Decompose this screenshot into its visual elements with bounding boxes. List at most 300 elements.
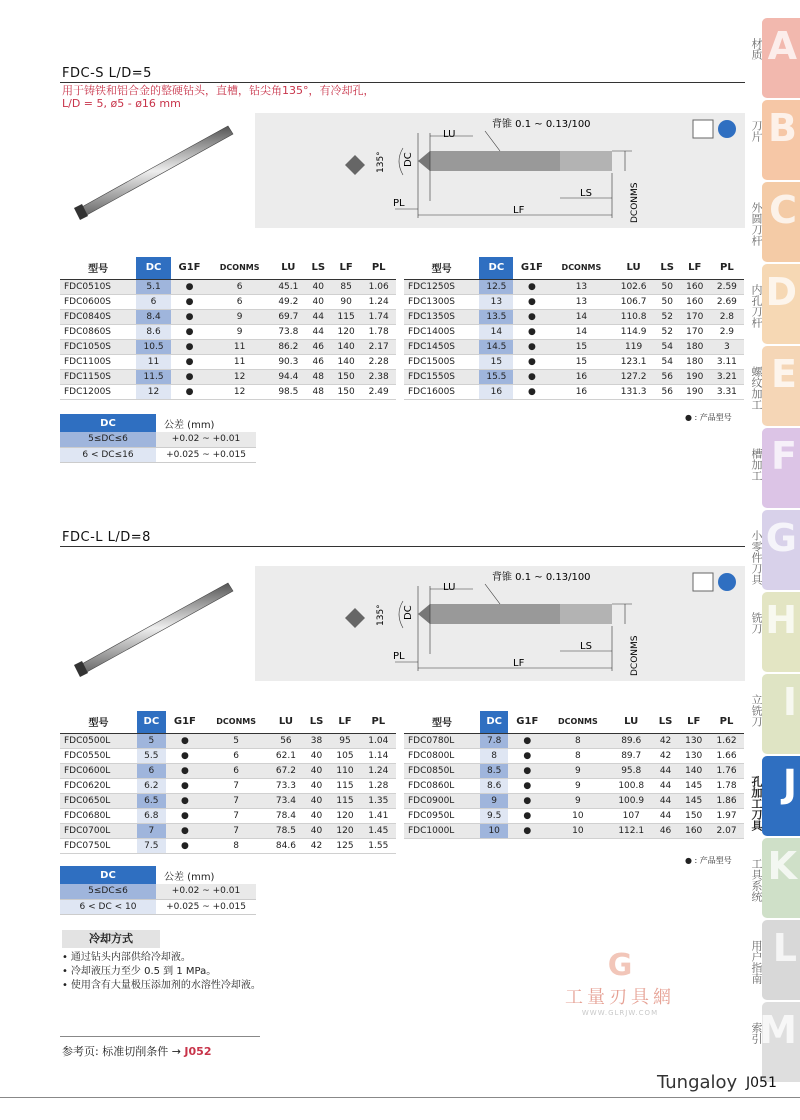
table-cell: 15.5 [479,369,513,384]
table-cell: FDC1200S [60,384,136,399]
table-cell: ● [171,294,208,309]
table-cell: ● [508,763,546,778]
table-cell: 110.8 [612,309,654,324]
table-cell: FDC0620L [60,778,137,793]
insert-icon [345,155,365,175]
table-cell: 7 [204,823,268,838]
column-header: DC [137,711,166,733]
section1-desc-line2: L/D = 5, ø5 - ø16 mm [62,97,181,110]
table-cell: 6 [137,763,166,778]
table-cell: 1.24 [361,763,396,778]
table-cell: ● [166,748,204,763]
column-header: 型号 [88,264,109,276]
table-row [60,354,396,369]
tab-i[interactable] [750,674,800,754]
table-cell: 120 [329,808,360,823]
table-cell: 8 [546,733,609,748]
table-cell: 15 [550,354,612,369]
column-header: LS [311,262,326,274]
column-header: 型号 [88,718,109,730]
tolerance-table-l: DC 公差 (mm) 5≤DC≤6 +0.02 ~ +0.01 6 < DC < 10 +0.025 ~ +0.015 [60,866,256,915]
table-cell: 42 [653,733,679,748]
table-cell: 78.5 [268,823,303,838]
table-cell: 115 [331,309,361,324]
table-cell: 73.3 [268,778,303,793]
column-header: G1F [520,262,543,274]
table-cell: 13.5 [479,309,513,324]
table-cell: 100.8 [610,778,653,793]
table-cell: 8.6 [480,778,509,793]
cooling-list [62,951,261,993]
table-cell: 10 [480,823,509,838]
table-cell: FDC1300S [404,294,479,309]
table-cell: ● [513,294,550,309]
tab-g[interactable] [750,510,800,590]
table-cell: FDC0600L [60,763,137,778]
column-header: LS [660,262,674,274]
cooling-item: • 使用含有大量极压添加剂的水溶性冷却液。 [62,979,261,993]
table-row [60,763,396,778]
table-cell: 49.2 [271,294,306,309]
table-cell: 67.2 [268,763,303,778]
table-cell: 160 [680,279,710,294]
table-cell: 62.1 [268,748,303,763]
table-cell: 5.1 [136,279,171,294]
watermark-text: 工量刃具網 [565,987,675,1008]
table-cell: 13 [550,294,612,309]
column-header: PL [720,262,734,274]
table-cell: FDC0600S [60,294,136,309]
table-cell: FDC0510S [60,279,136,294]
table-row [404,294,744,309]
column-header: LF [338,716,352,728]
watermark-url: WWW.GLRJW.COM [581,1009,659,1017]
tab-letter: M [759,1008,797,1052]
table-row [404,808,744,823]
table-cell: 2.28 [361,354,396,369]
table-cell: 9.5 [480,808,509,823]
table-cell: 9 [480,793,509,808]
table-cell: ● [171,279,208,294]
table-cell: 52 [655,324,680,339]
table-cell: 2.38 [361,369,396,384]
table-cell: 5 [204,733,268,748]
table-row [60,778,396,793]
cooling-heading: 冷却方式 [62,930,160,948]
table-cell: 131.3 [612,384,654,399]
tab-l[interactable] [750,920,800,1000]
table-cell: 1.06 [361,279,396,294]
table-cell: 46 [653,823,679,838]
table-cell: 120 [329,823,360,838]
table-cell: 102.6 [612,279,654,294]
tab-k[interactable] [750,838,800,918]
table-cell: 7 [204,793,268,808]
table-cell: ● [171,324,208,339]
table-cell: 8.4 [136,309,171,324]
tab-a[interactable] [750,18,800,98]
tab-label: 内孔刀杆 [750,284,763,328]
table-cell: 140 [331,354,361,369]
table-cell: 170 [680,309,710,324]
tab-label: 立铣刀 [750,694,763,727]
table-cell: FDC0780L [404,733,480,748]
dimension-diagram-s [255,113,745,228]
table-cell: 86.2 [271,339,306,354]
table-cell: FDC0680L [60,808,137,823]
table-cell: 89.6 [610,733,653,748]
table-cell: 52 [655,309,680,324]
table-cell: FDC1150S [60,369,136,384]
product-note-l: ● : 产品型号 [685,856,732,865]
table-row [60,324,396,339]
table-row [404,309,744,324]
table-cell: 120 [331,324,361,339]
table-cell: 180 [680,339,710,354]
table-cell: 145 [678,793,709,808]
table-cell: 14 [479,324,513,339]
table-row [60,733,396,748]
table-cell: 12 [136,384,171,399]
table-row [60,279,396,294]
table-cell: 14 [550,309,612,324]
table-cell: 1.78 [361,324,396,339]
table-cell: ● [513,354,550,369]
brand-name: Tungaloy [657,1072,738,1093]
table-cell: 9 [546,763,609,778]
table-cell: 73.8 [271,324,306,339]
table-cell: 107 [610,808,653,823]
table-cell: FDC0950L [404,808,480,823]
table-cell: 115 [329,793,360,808]
tab-m[interactable] [750,1002,800,1082]
column-header: G1F [173,716,196,728]
table-cell: FDC0500L [60,733,137,748]
column-header: LF [339,262,353,274]
table-cell: 7.8 [480,733,509,748]
table-cell: 90 [331,294,361,309]
table-cell: 44 [306,309,331,324]
table-cell: 12 [208,369,271,384]
table-cell: ● [171,309,208,324]
table-cell: 130 [678,733,709,748]
table-cell: ● [513,324,550,339]
table-cell: 3 [710,339,744,354]
table-cell: ● [508,778,546,793]
tab-label: 工具系统 [750,858,763,902]
table-row [404,339,744,354]
tab-label: 外圆刀杆 [750,202,763,246]
table-cell: 1.66 [709,748,744,763]
table-cell: 1.62 [709,733,744,748]
table-cell: 2.07 [709,823,744,838]
table-cell: 15 [550,339,612,354]
table-cell: ● [508,823,546,838]
table-cell: 13 [550,279,612,294]
coolant-icon [693,573,713,591]
column-header: LF [688,262,702,274]
table-cell: 6.8 [137,808,166,823]
coolant-icon [693,120,713,138]
table-cell: FDC0900L [404,793,480,808]
table-cell: 14.5 [479,339,513,354]
table-cell: 6.5 [137,793,166,808]
table-cell: 1.55 [361,838,396,853]
table-cell: 40 [304,793,330,808]
table-cell: 160 [680,294,710,309]
section1-title: FDC-S L/D=5 [62,66,152,81]
table-cell: FDC0650L [60,793,137,808]
table-cell: 50 [655,279,680,294]
tab-j[interactable] [750,756,800,836]
product-note-s: ● : 产品型号 [685,413,732,422]
svg-text:135°: 135° [376,151,386,173]
tab-label: 材质 [750,38,763,60]
table-cell: 140 [678,763,709,778]
cooling-item: • 冷却液压力至少 0.5 到 1 MPa。 [62,965,261,979]
section-tabs [750,18,800,1084]
table-cell: FDC1400S [404,324,479,339]
tab-letter: G [765,516,797,560]
svg-text:背锥 0.1 ~ 0.13/100: 背锥 0.1 ~ 0.13/100 [492,572,591,583]
column-header: PL [371,262,386,274]
table-cell: 2.59 [710,279,744,294]
reference-page[interactable]: J052 [184,1045,212,1058]
table-cell: 8 [546,748,609,763]
table-cell: ● [508,793,546,808]
table-cell: ● [513,279,550,294]
table-cell: 10 [546,823,609,838]
drill-photo-l [70,575,240,685]
column-header: DCONMS [558,717,598,727]
table-cell: ● [166,838,204,853]
table-cell: 11 [208,354,271,369]
table-cell: 7.5 [137,838,166,853]
table-cell: FDC0860L [404,778,480,793]
column-header: LF [687,716,701,728]
table-cell: 54 [655,354,680,369]
table-cell: 50 [655,294,680,309]
table-cell: 16 [550,369,612,384]
svg-text:LF: LF [513,658,525,669]
table-cell: 1.24 [361,294,396,309]
table-cell: FDC1600S [404,384,479,399]
table-cell: 5 [137,733,166,748]
tab-c[interactable] [750,182,800,262]
table-row [60,808,396,823]
table-cell: 11 [136,354,171,369]
table-cell: 9 [208,309,271,324]
table-cell: ● [508,748,546,763]
table-cell: 190 [680,384,710,399]
table-cell: FDC1550S [404,369,479,384]
column-header: DCONMS [219,263,260,273]
table-cell: 1.97 [709,808,744,823]
table-cell: 6 [204,763,268,778]
svg-text:DCONMS: DCONMS [630,635,640,676]
tab-f[interactable] [750,428,800,508]
column-header: LU [626,262,641,274]
insert-icon [345,608,365,628]
table-cell: 90.3 [271,354,306,369]
column-header: PL [371,716,386,728]
table-cell: 40 [306,279,331,294]
column-header: DC [136,257,171,279]
table-cell: ● [166,793,204,808]
table-cell: 150 [331,384,361,399]
table-cell: 69.7 [271,309,306,324]
table-cell: FDC1050S [60,339,136,354]
tab-d[interactable] [750,264,800,344]
column-header: DCONMS [561,263,602,273]
table-cell: 1.74 [361,309,396,324]
table-cell: FDC1350S [404,309,479,324]
table-cell: 95.8 [610,763,653,778]
table-cell: 6 [136,294,171,309]
column-header: LU [624,716,639,728]
table-cell: FDC1450S [404,339,479,354]
table-cell: 45.1 [271,279,306,294]
table-cell: 2.9 [710,324,744,339]
table-cell: 106.7 [612,294,654,309]
table-row [60,838,396,853]
table-cell: ● [513,339,550,354]
table-cell: FDC0860S [60,324,136,339]
table-cell: FDC1250S [404,279,479,294]
table-cell: 170 [680,324,710,339]
drill-photo-s [70,118,240,228]
tab-letter: F [771,434,797,478]
table-cell: 3.31 [710,384,744,399]
table-cell: ● [171,339,208,354]
table-cell: 6 [208,279,271,294]
table-cell: ● [513,309,550,324]
table-cell: FDC0800L [404,748,480,763]
table-cell: ● [513,369,550,384]
tab-letter: D [765,270,797,314]
table-cell: 11 [208,339,271,354]
table-cell: 44 [653,778,679,793]
table-cell: 12.5 [479,279,513,294]
table-cell: 180 [680,354,710,369]
table-cell: ● [166,823,204,838]
svg-text:135°: 135° [376,604,386,626]
table-cell: 105 [329,748,360,763]
table-row [404,369,744,384]
table-cell: 130 [678,748,709,763]
table-row [404,823,744,838]
table-cell: 54 [655,339,680,354]
table-cell: 85 [331,279,361,294]
table-row [60,309,396,324]
table-row [60,339,396,354]
column-header: LU [281,262,296,274]
tab-letter: E [771,352,797,396]
tab-e[interactable] [750,346,800,426]
spec-table-l-left [60,711,396,854]
table-cell: 1.28 [361,778,396,793]
table-cell: 160 [678,823,709,838]
table-cell: 15 [479,354,513,369]
tab-letter: K [767,844,797,888]
tab-label: 用户指南 [750,940,763,984]
table-cell: 114.9 [612,324,654,339]
column-header: LU [278,716,293,728]
table-cell: 14 [550,324,612,339]
table-cell: 6 [208,294,271,309]
table-cell: 9 [546,793,609,808]
tab-h[interactable] [750,592,800,672]
table-cell: 6 [204,748,268,763]
table-row [60,793,396,808]
watermark [540,948,700,1017]
table-cell: 5.5 [137,748,166,763]
reference-link[interactable]: 参考页: 标准切削条件 → J052 [62,1045,212,1058]
page-number: J051 [746,1075,777,1091]
tab-b[interactable] [750,100,800,180]
tab-label: 槽加工 [750,448,763,481]
table-cell: ● [171,384,208,399]
svg-text:PL: PL [393,198,405,209]
tab-letter: C [769,188,797,232]
svg-text:LS: LS [580,188,592,199]
column-header: PL [719,716,734,728]
svg-text:DCONMS: DCONMS [630,182,640,223]
table-cell: 1.86 [709,793,744,808]
column-header: 型号 [431,718,452,730]
table-cell: 94.4 [271,369,306,384]
section2-divider [60,546,745,547]
svg-text:LS: LS [580,641,592,652]
tolerance-table-s: DC 公差 (mm) 5≤DC≤6 +0.02 ~ +0.01 6 < DC≤16 +0.025 ~ +0.015 [60,414,256,463]
table-row [60,823,396,838]
table-cell: 125 [329,838,360,853]
table-cell: 56 [655,369,680,384]
section2-title: FDC-L L/D=8 [62,530,151,545]
table-row [404,354,744,369]
table-cell: 44 [306,324,331,339]
table-cell: ● [166,733,204,748]
svg-text:LU: LU [443,582,456,593]
table-cell: 1.41 [361,808,396,823]
table-cell: 2.17 [361,339,396,354]
table-cell: 73.4 [268,793,303,808]
svg-text:LU: LU [443,129,456,140]
tab-letter: B [768,106,797,150]
table-cell: ● [171,354,208,369]
table-cell: 1.76 [709,763,744,778]
table-cell: 46 [306,354,331,369]
svg-text:DC: DC [403,605,414,620]
tab-letter: H [765,598,797,642]
table-cell: 40 [306,294,331,309]
table-cell: 3.11 [710,354,744,369]
table-cell: 40 [304,823,330,838]
table-cell: 140 [331,339,361,354]
table-row [60,294,396,309]
table-cell: FDC1500S [404,354,479,369]
column-header: DCONMS [216,717,256,727]
table-cell: 2.49 [361,384,396,399]
table-cell: 38 [304,733,330,748]
table-cell: 8.6 [136,324,171,339]
svg-text:LF: LF [513,205,525,216]
column-header: LS [658,716,673,728]
table-cell: 7 [204,808,268,823]
table-cell: 100.9 [610,793,653,808]
table-cell: 3.21 [710,369,744,384]
table-cell: 8.5 [480,763,509,778]
